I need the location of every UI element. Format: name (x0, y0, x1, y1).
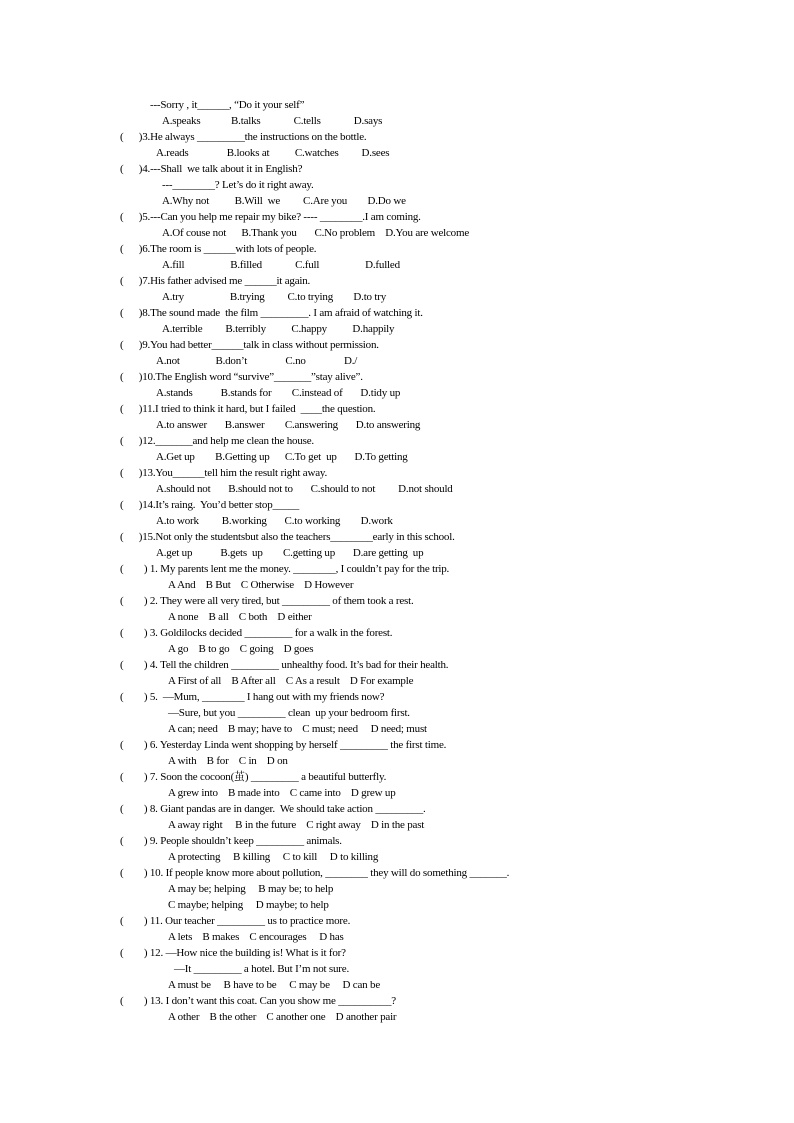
text-line: ( )3.He always _________the instructions on the bottle. (120, 131, 367, 143)
text-line: ---________? Let’s do it right away. (162, 179, 314, 191)
text-line: A with B for C in D on (168, 755, 288, 767)
text-line: ( ) 7. Soon the cocoon(茧) _________ a beautiful butterfly. (120, 771, 387, 783)
text-line: ( ) 4. Tell the children _________ unhealthy food. It’s bad for their health. (120, 659, 449, 671)
text-line: ( ) 13. I don’t want this coat. Can you show me __________? (120, 995, 396, 1007)
text-line: C maybe; helping D maybe; to help (168, 899, 329, 911)
text-line: ( ) 5. —Mum, ________ I hang out with my friends now? (120, 691, 385, 703)
text-line: A.not B.don’t C.no D./ (156, 355, 358, 367)
text-line: A.try B.trying C.to trying D.to try (162, 291, 387, 303)
text-line: A.to work B.working C.to working D.work (156, 515, 393, 527)
text-line: ( ) 10. If people know more about pollution, ________ they will do something _______. (120, 867, 510, 879)
text-line: ( )6.The room is ______with lots of people. (120, 243, 317, 255)
text-line: ---Sorry , it______, “Do it your self” (150, 99, 305, 111)
text-line: A.get up B.gets up C.getting up D.are getting up (156, 547, 424, 559)
text-line: A go B to go C going D goes (168, 643, 314, 655)
text-line: A may be; helping B may be; to help (168, 883, 334, 895)
text-line: A.Get up B.Getting up C.To get up D.To getting (156, 451, 408, 463)
text-line: A lets B makes C encourages D has (168, 931, 344, 943)
text-line: ( ) 6. Yesterday Linda went shopping by herself _________ the first time. (120, 739, 447, 751)
text-line: A.speaks B.talks C.tells D.says (162, 115, 383, 127)
text-line: ( )5.---Can you help me repair my bike? ---- ________.I am coming. (120, 211, 421, 223)
text-line: ( )12._______and help me clean the house. (120, 435, 314, 447)
text-line: ( ) 3. Goldilocks decided _________ for a walk in the forest. (120, 627, 393, 639)
text-line: ( ) 12. —How nice the building is! What is it for? (120, 947, 346, 959)
text-line: ( ) 11. Our teacher _________ us to practice more. (120, 915, 351, 927)
text-line: A.stands B.stands for C.instead of D.tidy up (156, 387, 401, 399)
text-line: A away right B in the future C right away D in the past (168, 819, 425, 831)
text-line: —It _________ a hotel. But I’m not sure. (174, 963, 350, 975)
text-line: ( )9.You had better______talk in class without permission. (120, 339, 379, 351)
text-line: A must be B have to be C may be D can be (168, 979, 381, 991)
text-line: A none B all C both D either (168, 611, 312, 623)
text-line: ( )8.The sound made the film _________. I am afraid of watching it. (120, 307, 423, 319)
text-line: ( ) 1. My parents lent me the money. ________, I couldn’t pay for the trip. (120, 563, 450, 575)
text-line: A.terrible B.terribly C.happy D.happily (162, 323, 395, 335)
text-line: A.Of couse not B.Thank you C.No problem D.You are welcome (162, 227, 469, 239)
text-line: ( )14.It’s raing. You’d better stop_____ (120, 499, 300, 511)
text-line: ( )10.The English word “survive”_______”stay alive”. (120, 371, 363, 383)
text-line: ( )4.---Shall we talk about it in English? (120, 163, 303, 175)
text-line: A protecting B killing C to kill D to killing (168, 851, 379, 863)
text-line: A can; need B may; have to C must; need D need; must (168, 723, 427, 735)
text-line: A grew into B made into C came into D grew up (168, 787, 396, 799)
text-line: A other B the other C another one D another pair (168, 1011, 397, 1023)
text-line: —Sure, but you _________ clean up your bedroom first. (168, 707, 410, 719)
text-line: ( ) 9. People shouldn’t keep _________ animals. (120, 835, 342, 847)
text-line: A.to answer B.answer C.answering D.to answering (156, 419, 421, 431)
text-line: A And B But C Otherwise D However (168, 579, 354, 591)
text-line: A First of all B After all C As a result D For example (168, 675, 414, 687)
text-line: A.should not B.should not to C.should to not D.not should (156, 483, 453, 495)
text-line: ( )11.I tried to think it hard, but I failed ____the question. (120, 403, 376, 415)
text-line: ( )15.Not only the studentsbut also the teachers________early in this school. (120, 531, 455, 543)
text-line: ( )7.His father advised me ______it again. (120, 275, 311, 287)
text-line: ( )13.You______tell him the result right away. (120, 467, 328, 479)
text-line: A.Why not B.Will we C.Are you D.Do we (162, 195, 406, 207)
text-line: ( ) 2. They were all very tired, but _________ of them took a rest. (120, 595, 414, 607)
text-line: A.fill B.filled C.full D.fulled (162, 259, 400, 271)
text-line: ( ) 8. Giant pandas are in danger. We should take action _________. (120, 803, 426, 815)
text-line: A.reads B.looks at C.watches D.sees (156, 147, 390, 159)
